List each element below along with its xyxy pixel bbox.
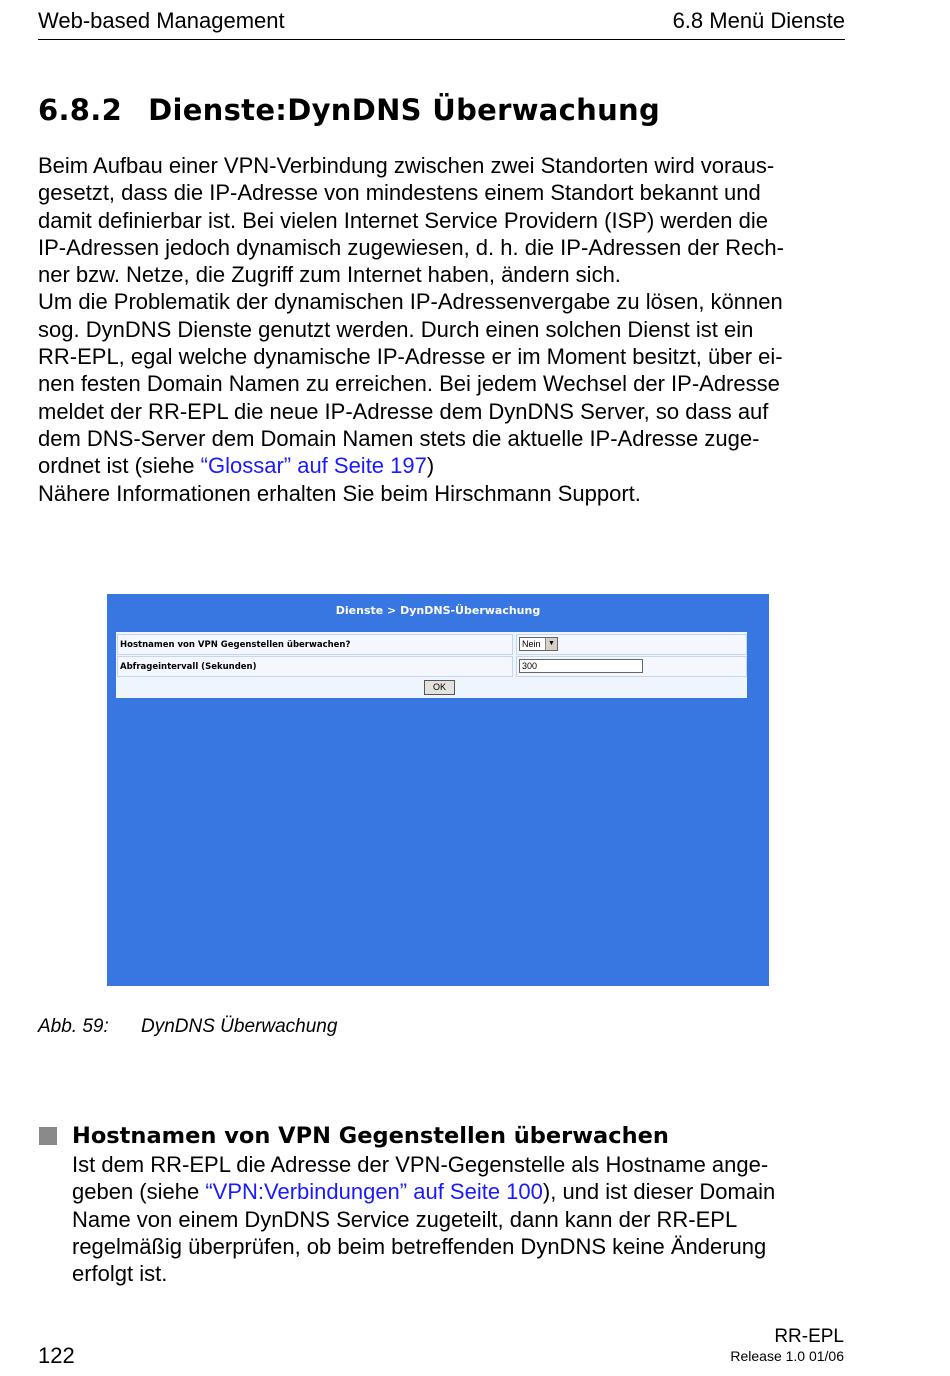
figure-title: Dienste > DynDNS-Überwachung (335, 604, 541, 617)
text-line: gesetzt, dass die IP-Adresse von mindestens einem Standort bekannt und (38, 180, 761, 206)
text-line: erfolgt ist. (72, 1261, 168, 1287)
text-line (38, 452, 848, 479)
text-line: IP-Adressen jedoch dynamisch zugewiesen, d. h. die IP-Adressen der Rech- (38, 234, 784, 260)
caption-text: DynDNS Überwachung (141, 1016, 338, 1037)
text-segment: ), und ist dieser Domain (542, 1179, 776, 1205)
interval-label: Abfrageintervall (Sekunden) (117, 656, 513, 677)
interval-input[interactable]: 300 (519, 659, 643, 673)
text-line: sog. DynDNS Dienste genutzt werden. Durch einen solchen Dienst ist ein (38, 316, 754, 342)
section-heading: Dienste:DynDNS Überwachung (148, 93, 661, 127)
table-row (116, 656, 747, 677)
settings-table (116, 632, 747, 698)
bullet-square-icon (39, 1127, 57, 1145)
text-line: meldet der RR-EPL die neue IP-Adresse dem DynDNS Server, so dass auf (38, 398, 769, 424)
page-number: 122 (38, 1343, 75, 1368)
figure-caption (38, 1016, 337, 1038)
header-left: Web-based Management (38, 8, 285, 33)
field-cell (516, 634, 747, 655)
text-line: nen festen Domain Namen zu erreichen. Bei jedem Wechsel der IP-Adresse (38, 371, 780, 397)
text-line: Ist dem RR-EPL die Adresse der VPN-Gegenstelle als Hostname ange- (72, 1152, 769, 1177)
header-right: 6.8 Menü Dienste (672, 8, 845, 33)
text-line: Beim Aufbau einer VPN-Verbindung zwischen zwei Standorten wird voraus- (38, 153, 775, 178)
text-line (72, 1178, 775, 1205)
glossar-link[interactable]: “Glossar” auf Seite 197 (200, 453, 427, 479)
text-line: Um die Problematik der dynamischen IP-Adressenvergabe zu lösen, können (38, 289, 783, 315)
running-header (38, 6, 845, 40)
intro-text (38, 152, 848, 507)
text-segment: ) (426, 453, 435, 479)
text-line: Name von einem DynDNS Service zugeteilt, dann kann der RR-EPL (72, 1206, 738, 1232)
monitor-hostnames-select[interactable] (519, 637, 558, 651)
dyndns-screenshot (107, 594, 769, 986)
text-segment: geben (siehe (72, 1179, 206, 1205)
chevron-down-icon[interactable]: ▼ (545, 638, 557, 650)
vpn-verbindungen-link[interactable]: “VPN:Verbindungen” auf Seite 100 (205, 1179, 543, 1205)
select-value: Nein (522, 639, 541, 649)
field-cell (516, 656, 747, 677)
caption-number: Abb. 59: (38, 1016, 109, 1037)
item-title: Hostnamen von VPN Gegenstellen überwachen (72, 1123, 669, 1149)
section-number: 6.8.2 (38, 93, 123, 127)
text-line: ner bzw. Netze, die Zugriff zum Internet haben, ändern sich. (38, 262, 621, 288)
table-row (116, 634, 747, 655)
text-line: Nähere Informationen erhalten Sie beim Hirschmann Support. (38, 480, 641, 506)
section-title (38, 93, 660, 127)
text-line: RR-EPL, egal welche dynamische IP-Adresse er im Moment besitzt, über ei- (38, 344, 783, 370)
text-line: damit definierbar ist. Bei vielen Internet Service Providern (ISP) werden die (38, 207, 769, 233)
ok-button[interactable]: OK (424, 680, 455, 695)
text-line: regelmäßig überprüfen, ob beim betreffenden DynDNS keine Änderung (72, 1233, 767, 1259)
monitor-hostnames-label: Hostnamen von VPN Gegenstellen überwachen? (117, 634, 513, 655)
text-line: dem DNS-Server dem Domain Namen stets die aktuelle IP-Adresse zuge- (38, 425, 760, 451)
item-text (72, 1151, 775, 1287)
product-name: RR-EPL (774, 1326, 844, 1347)
release-info: Release 1.0 01/06 (730, 1348, 844, 1364)
text-segment: ordnet ist (siehe (38, 453, 201, 479)
